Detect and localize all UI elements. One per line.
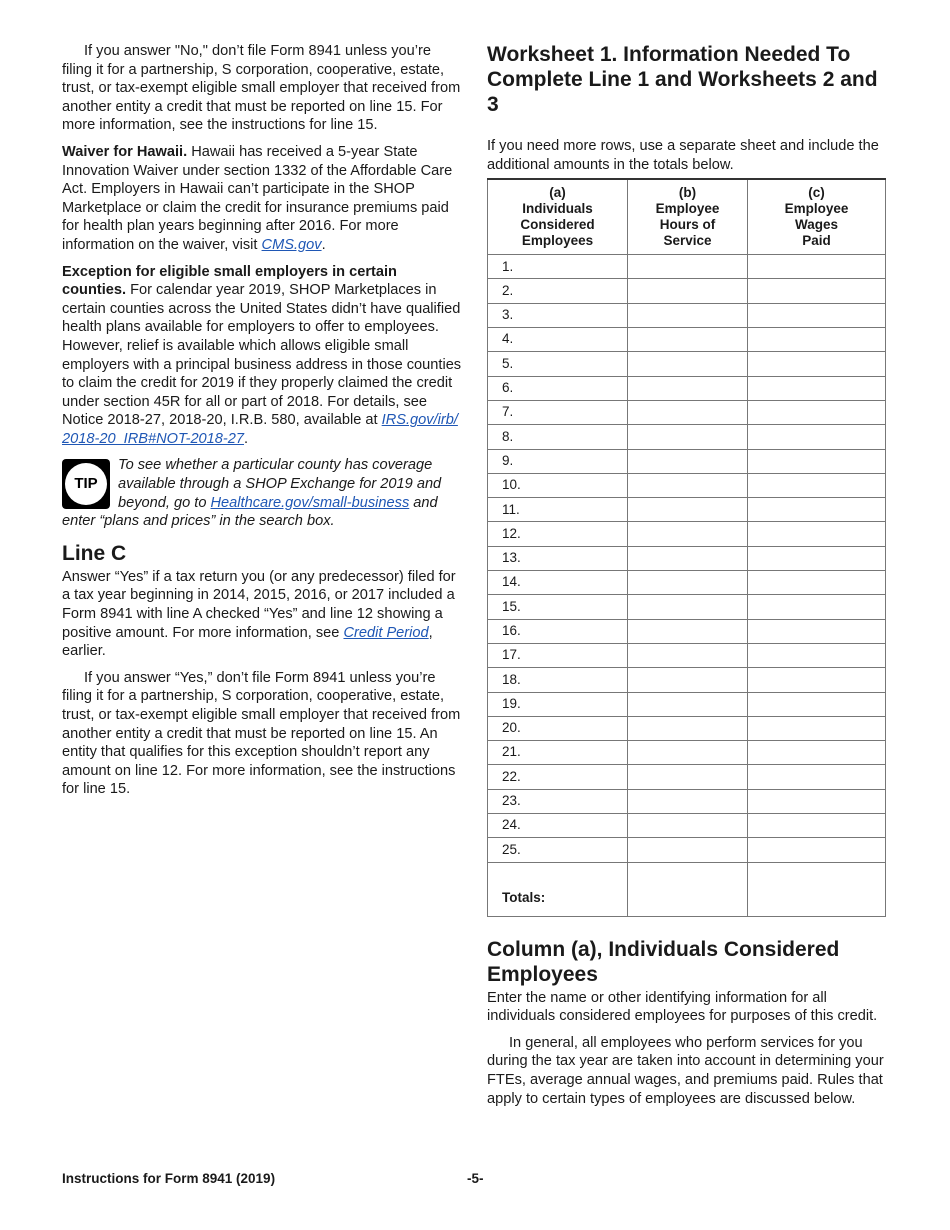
entry-cell[interactable]: [628, 619, 748, 643]
right-column: [487, 42, 887, 1116]
entry-cell[interactable]: [628, 595, 748, 619]
left-column: [62, 42, 462, 807]
table-row: [488, 692, 886, 716]
hawaii-waiver-title: Waiver for Hawaii.: [62, 143, 188, 160]
line-c-paragraph-1: [62, 568, 462, 661]
row-number: 14.: [488, 571, 628, 595]
column-header: [748, 179, 886, 255]
hawaii-waiver-paragraph: [62, 143, 462, 255]
entry-cell[interactable]: [748, 643, 886, 667]
entry-cell[interactable]: [748, 814, 886, 838]
row-number: 22.: [488, 765, 628, 789]
table-row: [488, 376, 886, 400]
table-row: [488, 595, 886, 619]
totals-cell[interactable]: [628, 862, 748, 916]
entry-cell[interactable]: [628, 838, 748, 862]
worksheet-title: Worksheet 1. Information Needed To Complete Line 1 and Worksheets 2 and 3: [487, 43, 878, 116]
table-row: [488, 255, 886, 279]
entry-cell[interactable]: [748, 668, 886, 692]
tip-icon-label: TIP: [65, 463, 107, 505]
table-row: [488, 643, 886, 667]
row-number: 24.: [488, 814, 628, 838]
entry-cell[interactable]: [628, 716, 748, 740]
table-row: [488, 546, 886, 570]
entry-cell[interactable]: [748, 741, 886, 765]
table-row: [488, 571, 886, 595]
entry-cell[interactable]: [628, 498, 748, 522]
no-answer-paragraph: If you answer "No," don’t file Form 8941 unless you’re filing it for a partnership, S corporation, cooperative, estate, trust, or tax-exempt eligible small employer that received from another entity a credit that must be reported on line 15. For more information, see the instructions for line 15.: [62, 43, 461, 134]
row-number: 20.: [488, 716, 628, 740]
table-row: [488, 668, 886, 692]
tip-text-end: and enter “plans and prices” in the search box.: [62, 494, 438, 530]
column-header-text: Individuals: [522, 201, 593, 217]
hawaii-waiver-text: Hawaii has received a 5-year State Innovation Waiver under section 1332 of the Affordable Care Act. Employers in Hawaii can’t participate in the SHOP Marketplace or claim the credit for insurance premiums paid for health plan years beginning after 2016. For more information on the waiver, visit: [62, 143, 453, 253]
table-row: [488, 498, 886, 522]
entry-cell[interactable]: [748, 352, 886, 376]
totals-cell[interactable]: [748, 862, 886, 916]
column-a-paragraph-1: Enter the name or other identifying information for all individuals considered employees for purposes of this credit.: [487, 989, 878, 1025]
footer-title: Instructions for Form 8941 (2019): [62, 1171, 276, 1186]
entry-cell[interactable]: [628, 352, 748, 376]
entry-cell[interactable]: [748, 838, 886, 862]
entry-cell[interactable]: [628, 279, 748, 303]
table-row: [488, 619, 886, 643]
column-header-text: Employee: [784, 201, 849, 217]
punctuation: .: [321, 236, 326, 253]
entry-cell[interactable]: [628, 449, 748, 473]
tip-box: [62, 456, 462, 530]
entry-cell[interactable]: [748, 522, 886, 546]
entry-cell[interactable]: [748, 765, 886, 789]
entry-cell[interactable]: [628, 400, 748, 424]
table-row: [488, 473, 886, 497]
entry-cell[interactable]: [748, 716, 886, 740]
entry-cell[interactable]: [628, 789, 748, 813]
row-number: 21.: [488, 741, 628, 765]
page-number: -5-: [467, 1171, 484, 1186]
line-c-text: Answer “Yes” if a tax return you (or any predecessor) filed for a tax year beginning in 2014, 2015, 2016, or 2017 included a Form 8941 with line A checked “Yes” and line 12 showing a positive amount. For more information, see: [62, 568, 456, 641]
row-number: 19.: [488, 692, 628, 716]
exception-text: For calendar year 2019, SHOP Marketplaces in certain counties across the United States didn’t have qualified health plans available for employers to offer to employees. However, relief is available which allows eligible small employers with a principal business address in those counties to claim the credit for 2019 if they properly claimed the credit under section 45R for all or part of 2018. For details, see Notice 2018-27, 2018-20, I.R.B. 580, available at: [62, 282, 462, 429]
row-number: 6.: [488, 376, 628, 400]
table-row: [488, 303, 886, 327]
entry-cell[interactable]: [748, 498, 886, 522]
column-header-text: (c): [808, 185, 825, 201]
totals-label: Totals:: [488, 862, 628, 916]
row-number: 15.: [488, 595, 628, 619]
table-row: [488, 741, 886, 765]
exception-paragraph: [62, 263, 462, 449]
entry-cell[interactable]: [748, 571, 886, 595]
tip-text: To see whether a particular county has coverage available through a SHOP Exchange for 2019 and beyond, go to: [118, 457, 442, 511]
row-number: 10.: [488, 473, 628, 497]
entry-cell[interactable]: [748, 255, 886, 279]
entry-cell[interactable]: [628, 546, 748, 570]
line-c-text-end: , earlier.: [62, 624, 433, 660]
entry-cell[interactable]: [628, 303, 748, 327]
healthcare-gov-link[interactable]: Healthcare.gov/small-business: [210, 494, 410, 511]
entry-cell[interactable]: [748, 303, 886, 327]
row-number: 25.: [488, 838, 628, 862]
row-number: 16.: [488, 619, 628, 643]
entry-cell[interactable]: [628, 643, 748, 667]
row-number: 7.: [488, 400, 628, 424]
row-number: 2.: [488, 279, 628, 303]
credit-period-link[interactable]: Credit Period: [343, 624, 429, 641]
totals-row: [488, 862, 886, 916]
entry-cell[interactable]: [748, 449, 886, 473]
row-number: 1.: [488, 255, 628, 279]
entry-cell[interactable]: [628, 741, 748, 765]
entry-cell[interactable]: [748, 619, 886, 643]
page-footer: [62, 1170, 888, 1189]
column-header: [488, 179, 628, 255]
entry-cell[interactable]: [748, 692, 886, 716]
entry-cell[interactable]: [748, 376, 886, 400]
row-number: 12.: [488, 522, 628, 546]
column-a-heading: Column (a), Individuals Considered Employees: [487, 937, 840, 986]
column-header-text: Paid: [802, 233, 831, 249]
entry-cell[interactable]: [628, 765, 748, 789]
row-number: 11.: [488, 498, 628, 522]
table-row: [488, 522, 886, 546]
column-header-text: Service: [663, 233, 712, 249]
entry-cell[interactable]: [628, 571, 748, 595]
entry-cell[interactable]: [628, 814, 748, 838]
entry-cell[interactable]: [628, 328, 748, 352]
column-header-text: (a): [549, 185, 566, 201]
punctuation: .: [244, 430, 249, 447]
entry-cell[interactable]: [628, 376, 748, 400]
row-number: 5.: [488, 352, 628, 376]
entry-cell[interactable]: [748, 789, 886, 813]
column-header-text: Employee: [655, 201, 720, 217]
table-row: [488, 449, 886, 473]
cms-gov-link[interactable]: CMS.gov: [261, 236, 322, 253]
entry-cell[interactable]: [748, 328, 886, 352]
table-row: [488, 789, 886, 813]
entry-cell[interactable]: [628, 522, 748, 546]
row-number: 9.: [488, 449, 628, 473]
entry-cell[interactable]: [628, 668, 748, 692]
table-row: [488, 716, 886, 740]
entry-cell[interactable]: [748, 279, 886, 303]
tip-icon: [62, 459, 110, 509]
row-number: 4.: [488, 328, 628, 352]
table-row: [488, 328, 886, 352]
table-row: [488, 425, 886, 449]
row-number: 17.: [488, 643, 628, 667]
entry-cell[interactable]: [628, 425, 748, 449]
entry-cell[interactable]: [748, 595, 886, 619]
row-number: 13.: [488, 546, 628, 570]
column-header-text: Employees: [521, 233, 594, 249]
entry-cell[interactable]: [628, 473, 748, 497]
exception-title: Exception for eligible small employers in certain counties.: [62, 263, 397, 299]
column-header-text: Wages: [794, 217, 838, 233]
line-c-paragraph-2: If you answer “Yes,” don’t file Form 8941 unless you’re filing it for a partnership, S corporation, cooperative, estate, trust, or tax-exempt eligible small employer that received from another entity a credit that must be reported on line 15. An entity that qualifies for this exception shouldn’t report any amount on line 12. For more information, see the instructions for line 15.: [62, 669, 461, 798]
table-row: [488, 765, 886, 789]
column-a-paragraph-2: In general, all employees who perform services for you during the tax year are taken into account in determining your FTEs, average annual wages, and premiums paid. Rules that apply to certain types of employees are discussed below.: [487, 1034, 884, 1107]
worksheet-table: [487, 178, 886, 916]
column-header: [628, 179, 748, 255]
table-row: [488, 838, 886, 862]
table-row: [488, 400, 886, 424]
table-row: [488, 352, 886, 376]
entry-cell[interactable]: [628, 692, 748, 716]
row-number: 8.: [488, 425, 628, 449]
table-row: [488, 814, 886, 838]
entry-cell[interactable]: [748, 546, 886, 570]
entry-cell[interactable]: [748, 473, 886, 497]
table-row: [488, 279, 886, 303]
column-header-text: Hours of: [659, 217, 716, 233]
row-number: 3.: [488, 303, 628, 327]
column-header-text: (b): [678, 185, 697, 201]
row-number: 18.: [488, 668, 628, 692]
entry-cell[interactable]: [748, 400, 886, 424]
irs-notice-link[interactable]: IRS.gov/irb/ 2018-20_IRB#NOT-2018-27: [62, 412, 458, 447]
row-number: 23.: [488, 789, 628, 813]
worksheet-intro: If you need more rows, use a separate sheet and include the additional amounts in the totals below.: [487, 138, 879, 173]
entry-cell[interactable]: [628, 255, 748, 279]
column-header-text: Considered: [520, 217, 595, 233]
line-c-heading: Line C: [62, 541, 127, 565]
entry-cell[interactable]: [748, 425, 886, 449]
